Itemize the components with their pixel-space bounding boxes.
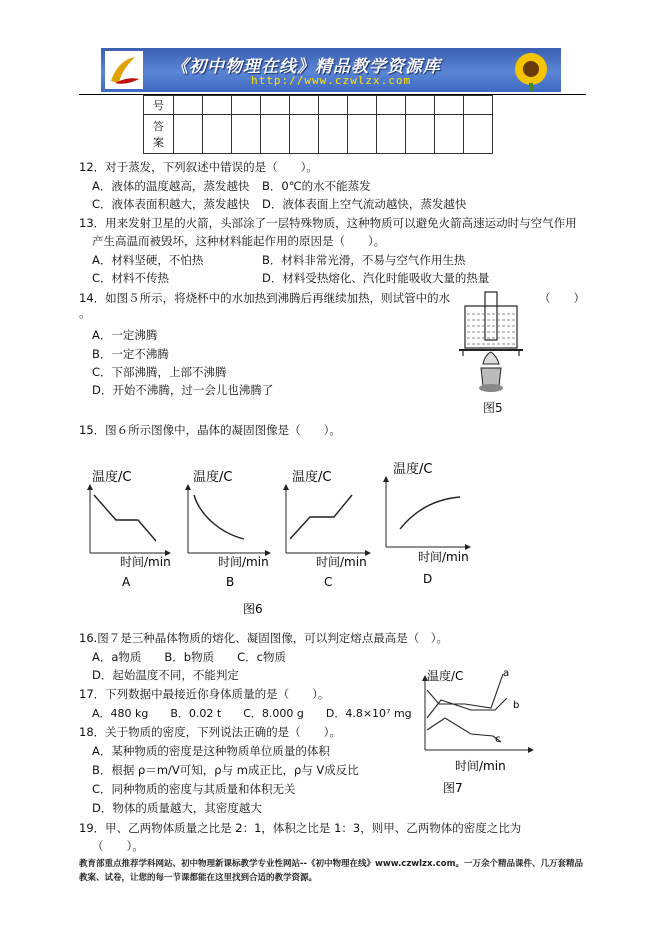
q16-option-d: D．起始温度不同，不能判定 — [92, 668, 239, 682]
q14-option-a: A．一定沸腾 — [92, 328, 158, 342]
answer-table-label-answer: 答 案 — [144, 115, 174, 154]
figure-6-panel-d — [386, 461, 470, 586]
q13-option-d: D．材料受热熔化、汽化时能吸收大量的热量 — [262, 271, 490, 285]
figure-7-label-b: b — [513, 700, 520, 711]
q18-option-b: B．根据 ρ＝m/V可知，ρ与 m成正比，ρ与 V成反比 — [92, 763, 359, 777]
sunflower-icon — [501, 49, 559, 91]
logo-icon — [105, 51, 143, 89]
q15-stem: 15．图６所示图像中，晶体的凝固图像是（ ）。 — [79, 423, 341, 437]
figure-6-panel-d-ylabel: 温度/C — [393, 462, 433, 477]
q14-stem-line1: 14．如图５所示，将烧杯中的水加热到沸腾后再继续加热，则试管中的水 — [79, 291, 451, 305]
q17-stem: 17．下列数据中最接近你身体质量的是（ ）。 — [79, 687, 330, 701]
figure-5-caption: 图5 — [483, 401, 503, 415]
q14-option-c: C．下部沸腾，上部不沸腾 — [92, 365, 227, 379]
figure-7-xlabel: 时间/min — [455, 759, 506, 773]
q12-option-b: B．0℃的水不能蒸发 — [262, 179, 371, 193]
figure-6-panel-b — [188, 469, 270, 589]
figure-6-panel-b-letter: B — [226, 575, 235, 589]
q12-option-c: C．液体表面积越大，蒸发越快 — [92, 197, 250, 211]
q16-stem: 16.图７是三种晶体物质的熔化、凝固图像，可以判定熔点最高是（ ）。 — [79, 631, 449, 645]
banner-url: http://www.czwlzx.com — [251, 74, 412, 87]
figure-6-panel-b-xlabel: 时间/min — [218, 555, 269, 569]
q19-stem-line1: 19．甲、乙两物体质量之比是 2：1，体积之比是 1：3，则甲、乙两物体的密度之比为 — [79, 821, 522, 835]
q13-option-b: B．材料非常光滑，不易与空气作用生热 — [262, 253, 466, 267]
figure-6-panel-b-ylabel: 温度/C — [193, 470, 233, 485]
figure-6-panel-a-ylabel: 温度/C — [92, 470, 132, 485]
figure-6-caption: 图6 — [243, 602, 263, 616]
figure-7-caption: 图7 — [443, 781, 463, 795]
q18-option-c: C．同种物质的密度与其质量和体积无关 — [92, 782, 296, 796]
answer-table-label-number: 号 — [144, 96, 174, 115]
q19-stem-line2: （ ）。 — [92, 839, 144, 853]
q14-paren: （ ） — [539, 291, 585, 305]
figure-6-panel-c-letter: C — [324, 575, 333, 589]
figure-6-panel-d-letter: D — [423, 572, 433, 586]
q13-stem-line2: 产生高温而被毁坏，这种材料能起作用的原因是（ ）。 — [92, 234, 386, 248]
figure-7-ylabel: 温度/C — [427, 669, 464, 683]
figure-5-beaker — [455, 290, 535, 415]
figure-6-panel-a-letter: A — [122, 575, 131, 589]
q12-option-d: D．液体表面上空气流动越快，蒸发越快 — [262, 197, 467, 211]
q14-option-b: B．一定不沸腾 — [92, 347, 169, 361]
figure-6-panel-a — [90, 469, 171, 589]
figure-6-panel-c-xlabel: 时间/min — [316, 555, 367, 569]
figure-6-panel-a-xlabel: 时间/min — [120, 555, 171, 569]
figure-7 — [415, 660, 540, 800]
q13-stem-line1: 13．用来发射卫星的火箭，头部涂了一层特殊物质，这种物质可以避免火箭高速运动时与空气作用 — [79, 216, 577, 230]
figure-7-label-a: a — [503, 668, 510, 679]
q18-option-a: A．某种物质的密度是这种物质单位质量的体积 — [92, 744, 330, 758]
q14-option-d: D．开始不沸腾，过一会儿也沸腾了 — [92, 383, 274, 397]
q14-stem-line2: 。 — [79, 306, 91, 320]
q17-options: A．480 kg B．0.02 t C．8.000 g D．4.8×10⁷ mg — [92, 707, 412, 720]
q16-options-abc: A．a物质 B．b物质 C．c物质 — [92, 650, 286, 664]
q18-stem: 18．关于物质的密度，下列说法正确的是（ ）。 — [79, 725, 341, 739]
q13-option-c: C．材料不传热 — [92, 271, 170, 285]
answer-table — [143, 95, 493, 154]
q12-stem: 12．对于蒸发，下列叙述中错误的是（ ）。 — [79, 160, 318, 174]
q13-option-a: A．材料坚硬，不怕热 — [92, 253, 204, 267]
q18-option-d: D．物体的质量越大，其密度越大 — [92, 801, 262, 815]
banner-title: 《初中物理在线》精品教学资源库 — [171, 57, 441, 77]
page-footer: 教育部重点推荐学科网站、初中物理新课标教学专业性网站--《初中物理在线》www.czwlzx.com。一万余个精品课件、几万套精品教案、试卷，让您的每一节课都能在这里找到合适的教学资源。 — [79, 859, 583, 883]
figure-6-panel-c-ylabel: 温度/C — [292, 470, 332, 485]
q12-option-a: A．液体的温度越高，蒸发越快 — [92, 179, 250, 193]
figure-7-label-c: c — [495, 734, 501, 745]
figure-6-panel-c — [286, 469, 370, 589]
figure-6-panel-d-xlabel: 时间/min — [418, 550, 469, 564]
figure-6 — [80, 455, 500, 620]
header-banner — [101, 48, 561, 92]
